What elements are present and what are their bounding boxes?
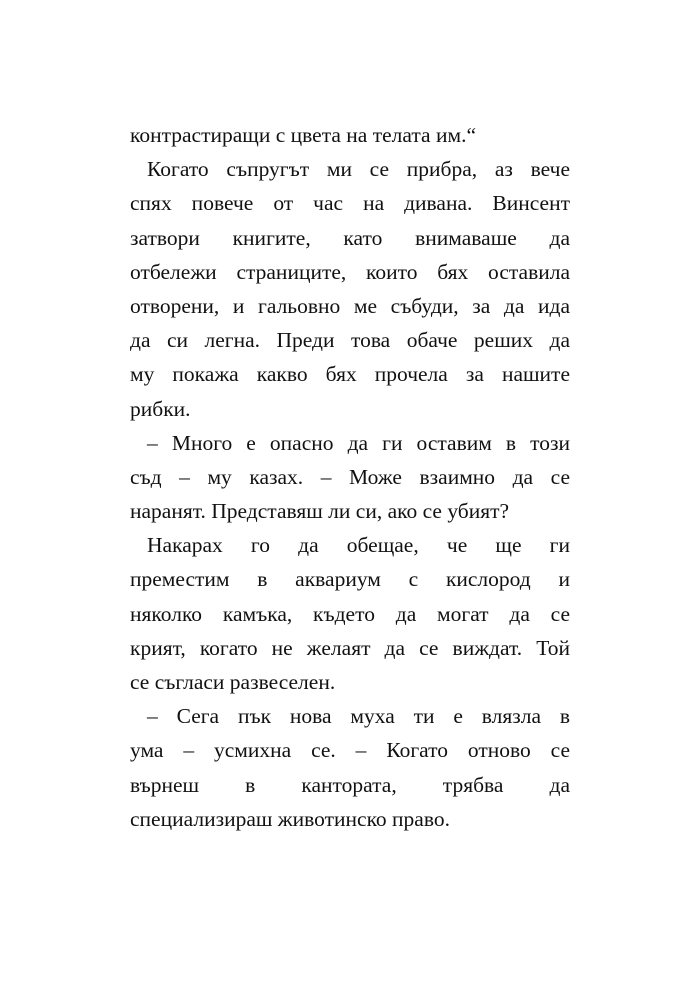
text-line: ума – усмихна се. – Когато отново се	[130, 738, 570, 763]
text-line: отворени, и гальовно ме събуди, за да ида	[130, 293, 570, 318]
text-line: – Много е опасно да ги оставим в този	[147, 430, 570, 455]
paragraph-5	[130, 699, 570, 836]
text-line: да си легна. Преди това обаче реших да	[130, 328, 570, 353]
text-line: Накарах го да обещае, че ще ги	[147, 533, 570, 558]
text-line: Когато съпругът ми се прибра, аз вече	[147, 157, 570, 182]
paragraph-2	[130, 152, 570, 426]
text-line: спях повече от час на дивана. Винсент	[130, 191, 570, 216]
text-line: – Сега пък нова муха ти е влязла в	[147, 704, 570, 729]
text-line: върнеш в кантората, трябва да	[130, 772, 570, 797]
text-line: преместим в аквариум с кислород и	[130, 567, 570, 592]
text-line: съд – му казах. – Може взаимно да се	[130, 464, 570, 489]
paragraph-3	[130, 426, 570, 529]
text-line: му покажа какво бях прочела за нашите	[130, 362, 570, 387]
text-line: специализираш животинско право.	[130, 806, 450, 831]
text-line: отбележи страниците, които бях оставила	[130, 259, 570, 284]
text-line: няколко камъка, където да могат да се	[130, 601, 570, 626]
paragraph-4	[130, 528, 570, 699]
text-line: се съгласи развеселен.	[130, 670, 336, 694]
paragraph-1	[130, 118, 570, 152]
text-line: крият, когато не желаят да се виждат. Той	[130, 635, 570, 660]
text-line: рибки.	[130, 396, 191, 421]
text-line: затвори книгите, като внимаваше да	[130, 225, 570, 250]
text-line: контрастиращи с цвета на телата им.“	[130, 123, 476, 147]
text-line: наранят. Представяш ли си, ако се убият?	[130, 499, 510, 524]
body-text	[130, 118, 570, 836]
